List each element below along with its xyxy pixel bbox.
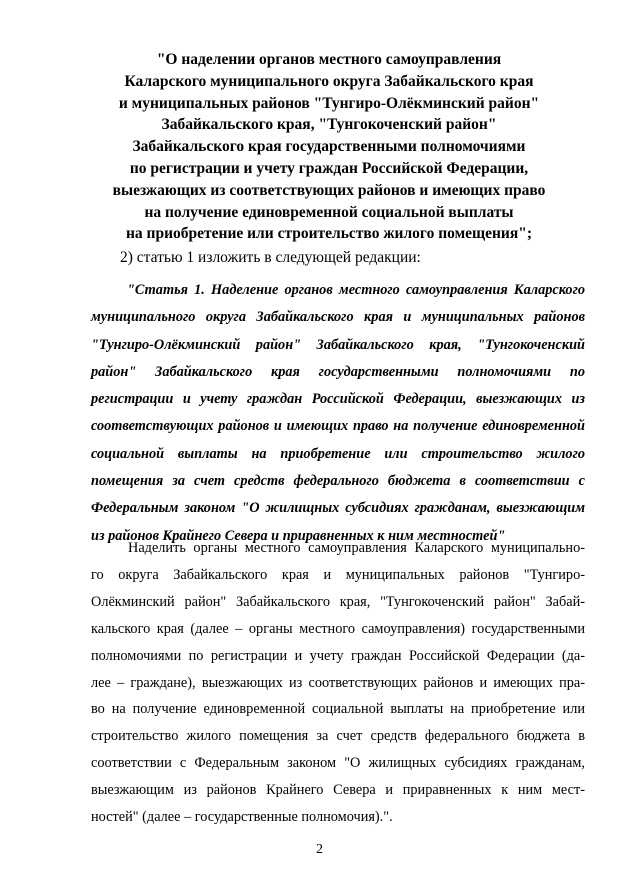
article-line: регистрации и учету граждан Российской Федерации, выезжающих из: [91, 391, 585, 408]
article-line: "Тунгиро-Олёкминский район" Забайкальского края, "Тунгокоченский: [91, 336, 585, 353]
heading-line: и муниципальных районов "Тунгиро-Олёкминский район": [118, 94, 540, 112]
heading-line: на приобретение или строительство жилого помещения";: [125, 225, 533, 243]
heading-line: "О наделении органов местного самоуправления: [156, 51, 502, 68]
article-line: Федеральным законом "О жилищных субсидиях гражданам, выезжающим: [91, 500, 585, 517]
page-number: 2: [316, 842, 323, 857]
body-line: выезжающим из районов Крайнего Севера и приравненных к ним мест-: [91, 782, 585, 799]
body-line: ностей" (далее – государственные полномочия).".: [91, 809, 393, 826]
body-line: кальского края (далее – органы местного самоуправления) государственными: [91, 620, 585, 637]
article-1-body: [91, 535, 585, 831]
article-line: помещения за счет средств федерального бюджета в соответствии с: [91, 473, 585, 490]
body-line: лее – граждане), выезжающих из соответствующих районов и имеющих пра-: [91, 674, 585, 691]
heading-line: на получение единовременной социальной выплаты: [144, 203, 514, 221]
law-title-heading: [60, 49, 598, 245]
body-line: строительство жилого помещения за счет средств федерального бюджета в: [91, 728, 585, 745]
article-line: соответствующих районов и имеющих право на получение единовременной: [91, 418, 585, 435]
heading-line: Каларского муниципального округа Забайкальского края: [124, 72, 534, 90]
heading-line: Забайкальского края, "Тунгокоченский район": [161, 116, 497, 134]
article-line: "Статья 1. Наделение органов местного самоуправления Каларского: [127, 282, 585, 298]
heading-line: выезжающих из соответствующих районов и имеющих право: [112, 181, 546, 199]
article-line: из районов Крайнего Севера и приравненных к ним местностей": [91, 527, 506, 544]
article-line: муниципального округа Забайкальского края и муниципальных районов: [91, 309, 585, 326]
heading-line: по регистрации и учету граждан Российской Федерации,: [129, 159, 529, 177]
body-line: Наделить органы местного самоуправления Каларского муниципально-: [128, 540, 585, 556]
article-line: социальной выплаты на приобретение или строительство жилого: [91, 445, 585, 462]
body-line: во на получение единовременной социальной выплаты на приобретение или: [91, 701, 585, 718]
body-line: соответствии с Федеральным законом "О жилищных субсидиях гражданам,: [91, 755, 585, 772]
article-line: район" Забайкальского края государственными полномочиями по: [91, 363, 585, 380]
heading-line: Забайкальского края государственными полномочиями: [132, 138, 526, 156]
body-line: полномочиями по регистрации и учету граждан Российской Федерации (да-: [91, 647, 585, 664]
body-line: го округа Забайкальского края и муниципальных районов "Тунгиро-: [91, 566, 585, 583]
article-1-heading: [91, 277, 585, 550]
body-line: Олёкминский район" Забайкальского края, "Тунгокоченский район" Забай-: [91, 593, 585, 610]
amendment-point-2: 2) статью 1 изложить в следующей редакции:: [120, 249, 421, 266]
